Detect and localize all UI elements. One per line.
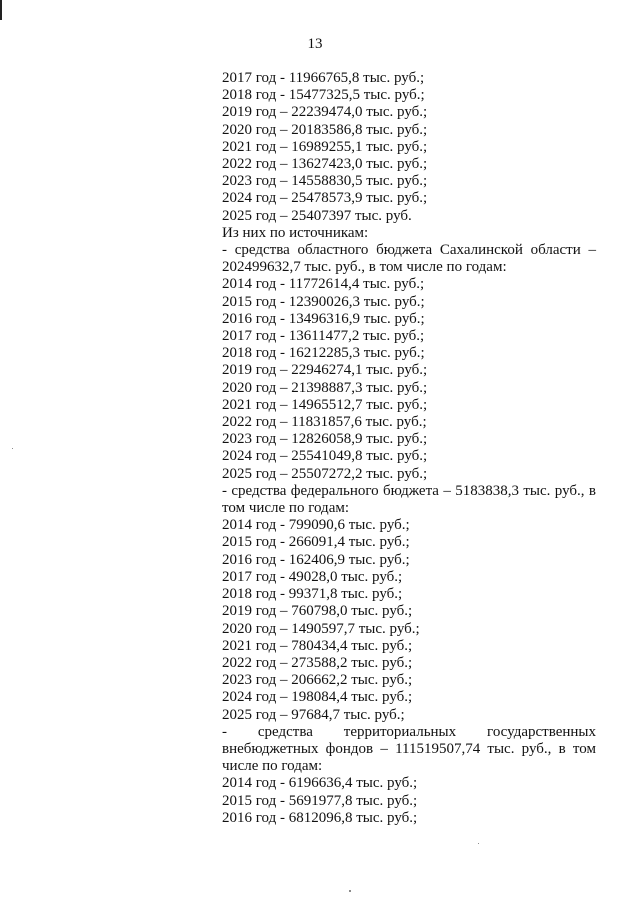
funds-line-2016: 2016 год - 6812096,8 тыс. руб.; (222, 809, 418, 826)
regional-line-2016: 2016 год - 13496316,9 тыс. руб.; (222, 310, 425, 327)
federal-line-2021: 2021 год – 780434,4 тыс. руб.; (222, 637, 413, 654)
regional-line-2024: 2024 год – 25541049,8 тыс. руб.; (222, 448, 428, 465)
regional-line-2020: 2020 год – 21398887,3 тыс. руб.; (222, 379, 428, 396)
federal-line-2025: 2025 год – 97684,7 тыс. руб.; (222, 706, 405, 723)
funds-line-2015: 2015 год - 5691977,8 тыс. руб.; (222, 792, 418, 809)
federal-line-2014: 2014 год - 799090,6 тыс. руб.; (222, 517, 410, 534)
regional-line-2023: 2023 год – 12826058,9 тыс. руб.; (222, 431, 428, 448)
scan-speck (349, 890, 351, 892)
federal-budget-intro: - средства федерального бюджета – 5183838,3 тыс. руб., в том числе по годам: (222, 482, 596, 517)
page-number: 13 (307, 36, 323, 52)
regional-line-2014: 2014 год - 11772614,4 тыс. руб.; (222, 276, 425, 293)
line-2025-total: 2025 год – 25407397 тыс. руб. (222, 207, 412, 224)
scan-speck (478, 843, 479, 844)
regional-budget-intro: - средства областного бюджета Сахалинской области – 202499632,7 тыс. руб., в том числе по годам: (222, 242, 596, 276)
regional-line-2018: 2018 год - 16212285,3 тыс. руб.; (222, 345, 425, 362)
scan-speck (12, 448, 13, 449)
federal-line-2024: 2024 год – 198084,4 тыс. руб.; (222, 689, 413, 706)
regional-line-2017: 2017 год - 13611477,2 тыс. руб.; (222, 328, 425, 345)
scan-edge-mark (0, 0, 2, 20)
line-2017-total: 2017 год - 11966765,8 тыс. руб.; (222, 70, 425, 86)
federal-line-2015: 2015 год - 266091,4 тыс. руб.; (222, 534, 410, 551)
regional-line-2022: 2022 год – 11831857,6 тыс. руб.; (222, 414, 427, 431)
line-2018-total: 2018 год - 15477325,5 тыс. руб.; (222, 87, 425, 104)
regional-line-2025: 2025 год – 25507272,2 тыс. руб.; (222, 465, 428, 482)
line-2022-total: 2022 год – 13627423,0 тыс. руб.; (222, 156, 428, 173)
line-2020-total: 2020 год – 20183586,8 тыс. руб.; (222, 121, 428, 138)
federal-line-2020: 2020 год – 1490597,7 тыс. руб.; (222, 620, 420, 637)
funding-text-block (222, 70, 596, 827)
federal-line-2017: 2017 год - 49028,0 тыс. руб.; (222, 568, 403, 585)
federal-line-2019: 2019 год – 760798,0 тыс. руб.; (222, 603, 413, 620)
line-2019-total: 2019 год – 22239474,0 тыс. руб.; (222, 104, 428, 121)
line-2023-total: 2023 год – 14558830,5 тыс. руб.; (222, 173, 428, 190)
funds-line-2014: 2014 год - 6196636,4 тыс. руб.; (222, 775, 418, 792)
regional-line-2019: 2019 год – 22946274,1 тыс. руб.; (222, 362, 428, 379)
regional-line-2021: 2021 год – 14965512,7 тыс. руб.; (222, 396, 428, 413)
line-2024-total: 2024 год – 25478573,9 тыс. руб.; (222, 190, 428, 207)
federal-line-2018: 2018 год - 99371,8 тыс. руб.; (222, 586, 403, 603)
federal-line-2022: 2022 год – 273588,2 тыс. руб.; (222, 654, 413, 671)
extrabudgetary-funds-intro: - средства территориальных государственных внебюджетных фондов – 111519507,74 тыс. руб., в том числе по годам: (222, 723, 596, 775)
sources-heading: Из них по источникам: (222, 224, 369, 241)
line-2021-total: 2021 год – 16989255,1 тыс. руб.; (222, 138, 428, 155)
regional-line-2015: 2015 год - 12390026,3 тыс. руб.; (222, 293, 425, 310)
federal-line-2016: 2016 год - 162406,9 тыс. руб.; (222, 551, 410, 568)
federal-line-2023: 2023 год – 206662,2 тыс. руб.; (222, 672, 413, 689)
